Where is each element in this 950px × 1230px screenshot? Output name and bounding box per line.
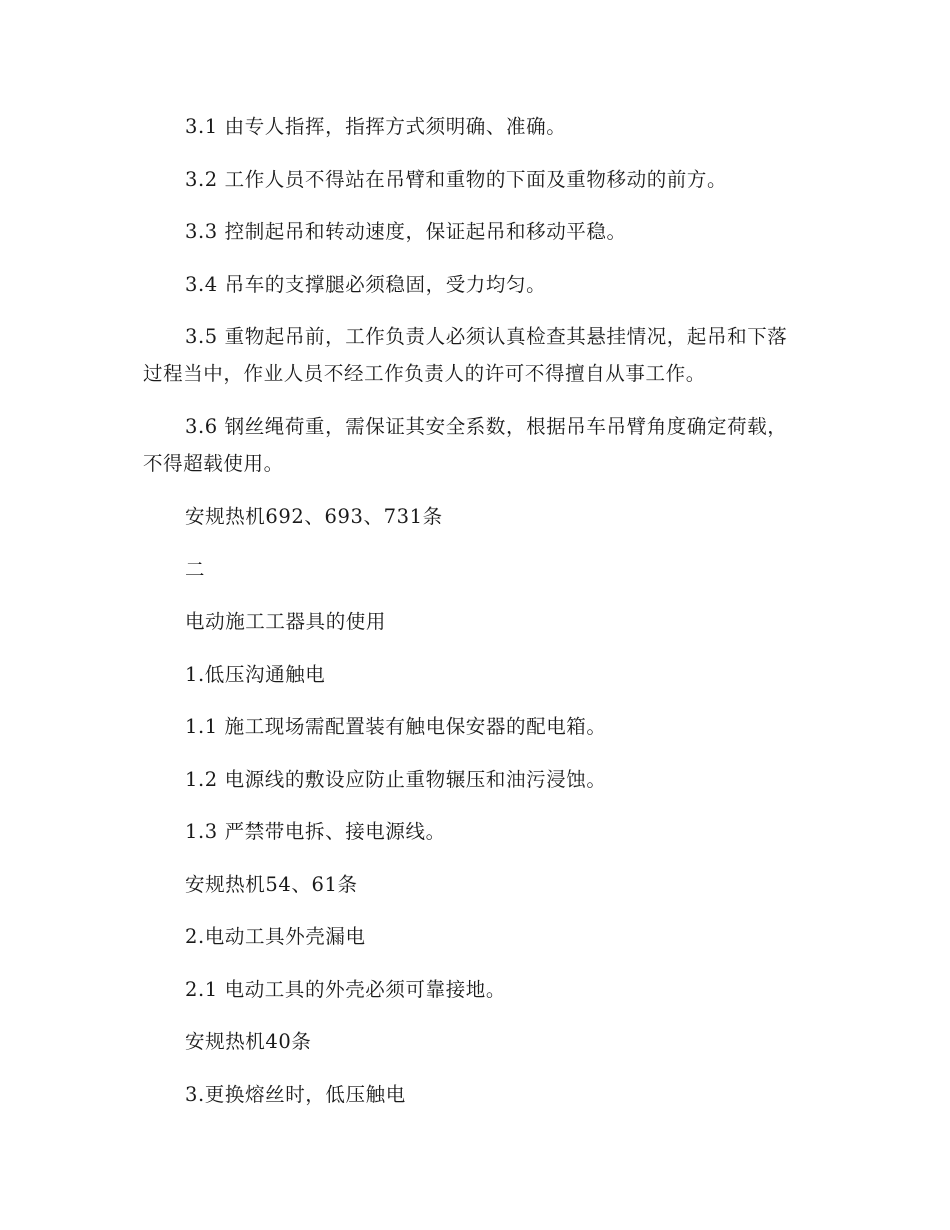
paragraph-1-1: 1.1 施工现场需配置装有触电保安器的配电箱。 [185, 715, 607, 738]
paragraph-3-4: 3.4 吊车的支撑腿必须稳固，受力均匀。 [185, 272, 547, 296]
section-number: 二 [185, 557, 206, 581]
regulation-reference: 安规热机40条 [185, 1030, 312, 1053]
paragraph-1-3: 1.3 严禁带电拆、接电源线。 [185, 820, 446, 843]
paragraph-3-1: 3.1 由专人指挥，指挥方式须明确、准确。 [185, 115, 567, 138]
paragraph-1-2: 1.2 电源线的敷设应防止重物辗压和油污浸蚀。 [185, 767, 607, 791]
paragraph-3-2: 3.2 工作人员不得站在吊臂和重物的下面及重物移动的前方。 [185, 167, 728, 191]
regulation-reference: 安规热机54、61条 [185, 872, 358, 896]
section-title: 电动施工工器具的使用 [185, 610, 387, 633]
subsection-heading-1: 1.低压沟通触电 [185, 662, 326, 686]
paragraph-3-3: 3.3 控制起吊和转动速度，保证起吊和移动平稳。 [185, 220, 627, 243]
document-body [143, 108, 803, 1128]
paragraph-3-6: 3.6 钢丝绳荷重，需保证其安全系数，根据吊车吊臂角度确定荷载，不得超载使用。 [143, 415, 788, 475]
subsection-heading-3: 3.更换熔丝时，低压触电 [185, 1082, 406, 1106]
paragraph-2-1: 2.1 电动工具的外壳必须可靠接地。 [185, 977, 507, 1001]
subsection-heading-2: 2.电动工具外壳漏电 [185, 925, 366, 948]
regulation-reference: 安规热机692、693、731条 [185, 505, 443, 528]
paragraph-3-5: 3.5 重物起吊前，工作负责人必须认真检查其悬挂情况，起吊和下落过程当中，作业人员不经工作负责人的许可不得擅自从事工作。 [143, 325, 788, 385]
